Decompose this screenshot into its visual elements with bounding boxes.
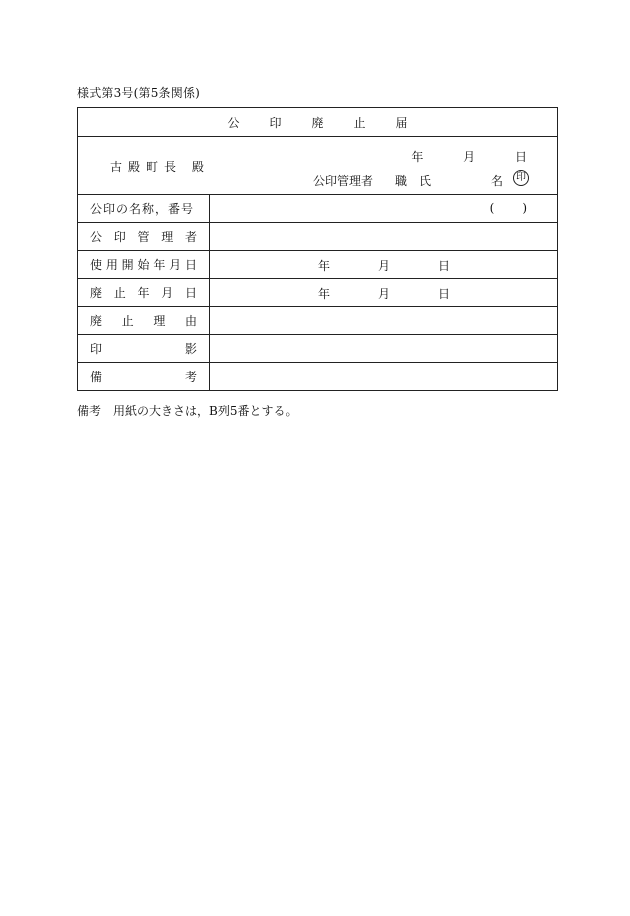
row-label: 廃 止 理 由: [90, 314, 197, 328]
row-label: 印 影: [90, 342, 197, 356]
row-start-date: [78, 251, 558, 279]
row-label: 備 考: [90, 370, 197, 384]
row-label-cell: [78, 279, 210, 307]
row-label-cell: [78, 335, 210, 363]
year-label: 年: [318, 287, 331, 301]
row-manager: [78, 223, 558, 251]
form-title: 公印廃止届: [227, 115, 438, 130]
remarks-value[interactable]: [210, 363, 558, 391]
footnote-label: 備考: [77, 404, 102, 418]
year-label: 年: [411, 150, 424, 164]
paren-close: ): [522, 201, 528, 215]
footnote-text: 用紙の大きさは，B列5番とする。: [113, 404, 298, 418]
manager-value[interactable]: [210, 223, 558, 251]
month-label: 月: [463, 150, 476, 164]
start-date-value[interactable]: [210, 251, 558, 279]
row-seal-impression: [78, 335, 558, 363]
name-label: 名: [491, 174, 504, 188]
row-label-cell: [78, 195, 210, 223]
abolish-date-ymd: [318, 285, 498, 302]
row-label-cell: [78, 363, 210, 391]
row-reason: [78, 307, 558, 335]
seal-mark-icon: 印: [513, 170, 529, 186]
seal-impression-value[interactable]: [210, 335, 558, 363]
seal-number-parentheses: [490, 201, 527, 215]
day-label: 日: [438, 287, 451, 301]
row-label: 公印の名称，番号: [90, 202, 195, 216]
footnote: [77, 402, 297, 419]
start-date-ymd: [318, 257, 498, 274]
row-label: 公 印 管 理 者: [90, 230, 197, 244]
month-label: 月: [378, 287, 391, 301]
row-label: 使 用 開 始 年 月 日: [90, 258, 197, 272]
paren-open: (: [489, 201, 495, 215]
applicant-role: 公印管理者: [313, 174, 374, 188]
year-label: 年: [318, 259, 331, 273]
abolish-date-value[interactable]: [210, 279, 558, 307]
header-row: [78, 137, 558, 195]
title-cell: [78, 108, 558, 137]
row-seal-name: [78, 195, 558, 223]
row-label-cell: [78, 251, 210, 279]
row-label-cell: [78, 307, 210, 335]
row-label: 廃 止 年 月 日: [90, 286, 197, 300]
surname-label: 氏: [419, 174, 432, 188]
row-label-cell: [78, 223, 210, 251]
row-abolish-date: [78, 279, 558, 307]
day-label: 日: [438, 259, 451, 273]
addressee: 古殿町長 殿: [110, 160, 210, 174]
header-cell: [78, 137, 558, 195]
reason-value[interactable]: [210, 307, 558, 335]
seal-name-value[interactable]: [210, 195, 558, 223]
month-label: 月: [378, 259, 391, 273]
submission-date: [375, 148, 527, 165]
position-label: 職: [395, 174, 408, 188]
row-remarks: [78, 363, 558, 391]
day-label: 日: [515, 150, 528, 164]
form-number: 様式第3号(第5条関係): [77, 86, 201, 100]
notice-form-table: [77, 107, 558, 391]
title-row: [78, 108, 558, 137]
